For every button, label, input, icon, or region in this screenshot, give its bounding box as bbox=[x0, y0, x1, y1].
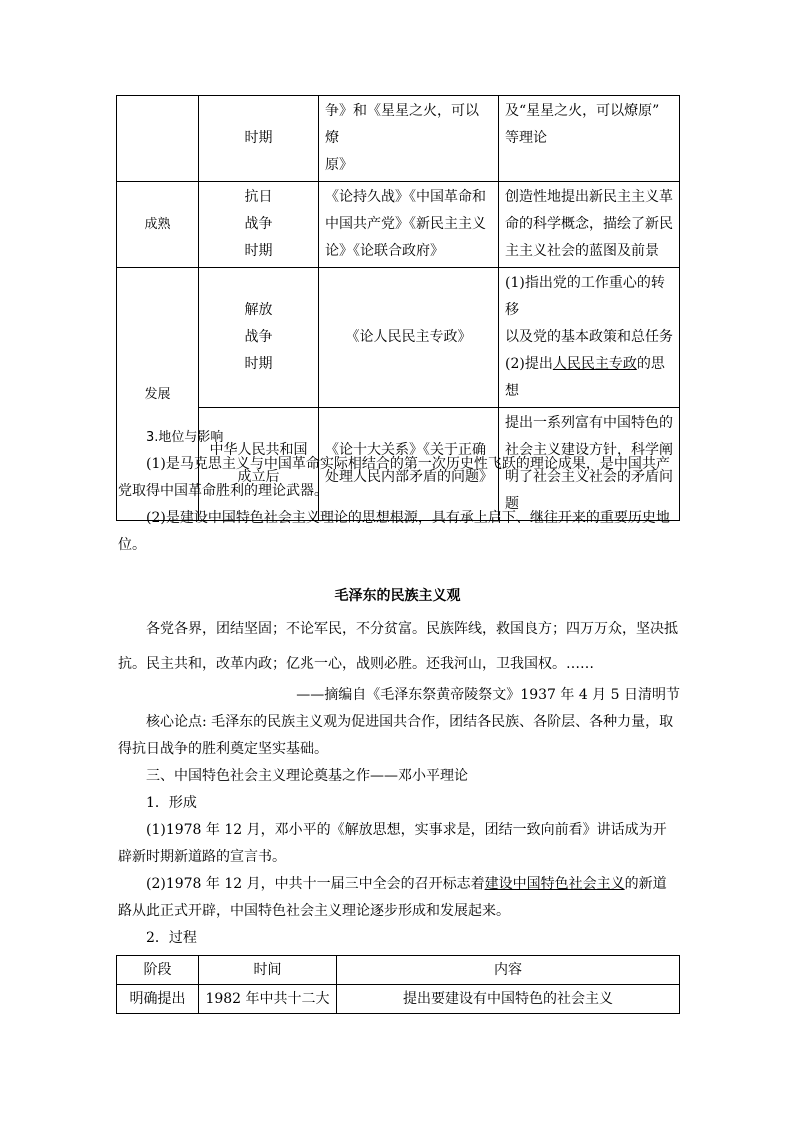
table-cell: 提出要建设有中国特色的社会主义 bbox=[337, 985, 680, 1014]
works-cell bbox=[319, 182, 499, 268]
stage-cell bbox=[117, 96, 199, 182]
process-table bbox=[116, 955, 680, 1014]
section-heading: 三、中国特色社会主义理论奠基之作——邓小平理论 bbox=[146, 768, 468, 784]
content-suffix: 的思想 bbox=[505, 356, 665, 399]
content-cell bbox=[499, 96, 680, 182]
period-line: 时期 bbox=[244, 130, 273, 146]
stage-cell: 成熟 bbox=[117, 182, 199, 268]
content-prefix: (2)提出 bbox=[505, 356, 553, 372]
paragraph: (1)1978 年 12 月，邓小平的《解放思想，实事求是，团结一致向前看》讲话成为开辟新时期新道路的宣言书。 bbox=[118, 822, 667, 865]
period-cell bbox=[199, 268, 319, 408]
content-line: 明了社会主义社会的矛盾问 bbox=[505, 469, 673, 485]
works-line: 处理人民内部矛盾的问题》 bbox=[325, 469, 493, 485]
period-cell bbox=[199, 96, 319, 182]
works-line: 争》和《星星之火，可以燎 bbox=[325, 103, 479, 146]
subheading: 2．过程 bbox=[146, 930, 197, 946]
content-line: 创造性地提出新民主主义革 bbox=[505, 189, 673, 205]
period-line: 抗日 bbox=[244, 189, 273, 205]
text-suffix: 的新道路从此正式开辟，中国特色社会主义理论逐步形成和发展起来。 bbox=[118, 876, 667, 919]
text-prefix: (2)1978 年 12 月，中共十一届三中全会的召开标志着 bbox=[146, 876, 485, 892]
works-line: 原》 bbox=[325, 157, 353, 173]
section-heading: 3.地位与影响 bbox=[146, 430, 224, 445]
content-cell bbox=[499, 182, 680, 268]
content-cell bbox=[499, 268, 680, 408]
period-line: 战争 bbox=[244, 216, 273, 232]
table-row bbox=[117, 182, 680, 268]
table-cell: 明确提出 bbox=[117, 985, 199, 1014]
period-line: 时期 bbox=[244, 243, 273, 259]
paragraph: (2)是建设中国特色社会主义理论的思想根源，具有承上启下、继往开来的重要历史地位。 bbox=[118, 510, 670, 553]
table-row bbox=[117, 268, 680, 408]
content-line: 以及党的基本政策和总任务 bbox=[505, 329, 673, 345]
period-line: 时期 bbox=[244, 356, 273, 372]
table-row bbox=[117, 96, 680, 182]
content-line-last bbox=[505, 351, 673, 405]
box-title: 毛泽东的民族主义观 bbox=[334, 588, 461, 604]
content-line: 命的科学概念，描绘了新民 bbox=[505, 216, 673, 232]
underlined-term: 人民民主专政 bbox=[552, 356, 637, 372]
content-line: 主主义社会的蓝图及前景 bbox=[505, 243, 659, 259]
table-row bbox=[117, 985, 680, 1014]
works-line: 论》《论联合政府》 bbox=[325, 243, 444, 259]
stage-cell: 发展 bbox=[117, 268, 199, 521]
column-header: 时间 bbox=[199, 956, 337, 985]
quote-source: ——摘编自《毛泽东祭黄帝陵祭文》1937 年 4 月 5 日清明节 bbox=[296, 687, 680, 703]
underlined-term: 建设中国特色社会主义 bbox=[484, 876, 625, 892]
works-line: 《论持久战》《中国革命和 bbox=[325, 189, 486, 205]
content-line: (1)指出党的工作重心的转移 bbox=[505, 275, 665, 318]
period-cell bbox=[199, 182, 319, 268]
subheading: 1．形成 bbox=[146, 795, 197, 811]
content-line: 提出一系列富有中国特色的 bbox=[505, 415, 673, 431]
content-line: 题 bbox=[505, 496, 519, 512]
table-header-row bbox=[117, 956, 680, 985]
works-cell bbox=[319, 96, 499, 182]
works-cell: 《论人民民主专政》 bbox=[319, 268, 499, 408]
period-line: 中华人民共和国 bbox=[209, 442, 308, 458]
column-header: 阶段 bbox=[117, 956, 199, 985]
quote-line: 抗。民主共和，改革内政；亿兆一心，战则必胜。还我河山，卫我国权。…… bbox=[118, 656, 594, 672]
works-line: 《论十大关系》《关于正确 bbox=[325, 442, 486, 458]
paragraph bbox=[118, 871, 680, 925]
paragraph: (1)是马克思主义与中国革命实际相结合的第一次历史性飞跃的理论成果，是中国共产党取得中国革命胜利的理论武器。 bbox=[118, 456, 670, 499]
works-line: 中国共产党》《新民主主义 bbox=[325, 216, 486, 232]
content-line: 等理论 bbox=[505, 130, 547, 146]
period-line: 解放 bbox=[244, 302, 273, 318]
content-line: 及“星星之火，可以燎原” bbox=[505, 103, 660, 119]
column-header: 内容 bbox=[337, 956, 680, 985]
quote-line: 各党各界，团结坚固；不论军民，不分贫富。民族阵线，救国良方；四万万众，坚决抵 bbox=[146, 621, 678, 637]
period-line: 战争 bbox=[244, 329, 273, 345]
period-line: 成立后 bbox=[237, 469, 280, 485]
core-argument: 核心论点: 毛泽东的民族主义观为促进国共合作，团结各民族、各阶层、各种力量，取得抗日战争的胜利奠定坚实基础。 bbox=[118, 714, 674, 757]
table-cell: 1982 年中共十二大 bbox=[199, 985, 337, 1014]
content-line: 社会主义建设方针，科学阐 bbox=[505, 442, 673, 458]
